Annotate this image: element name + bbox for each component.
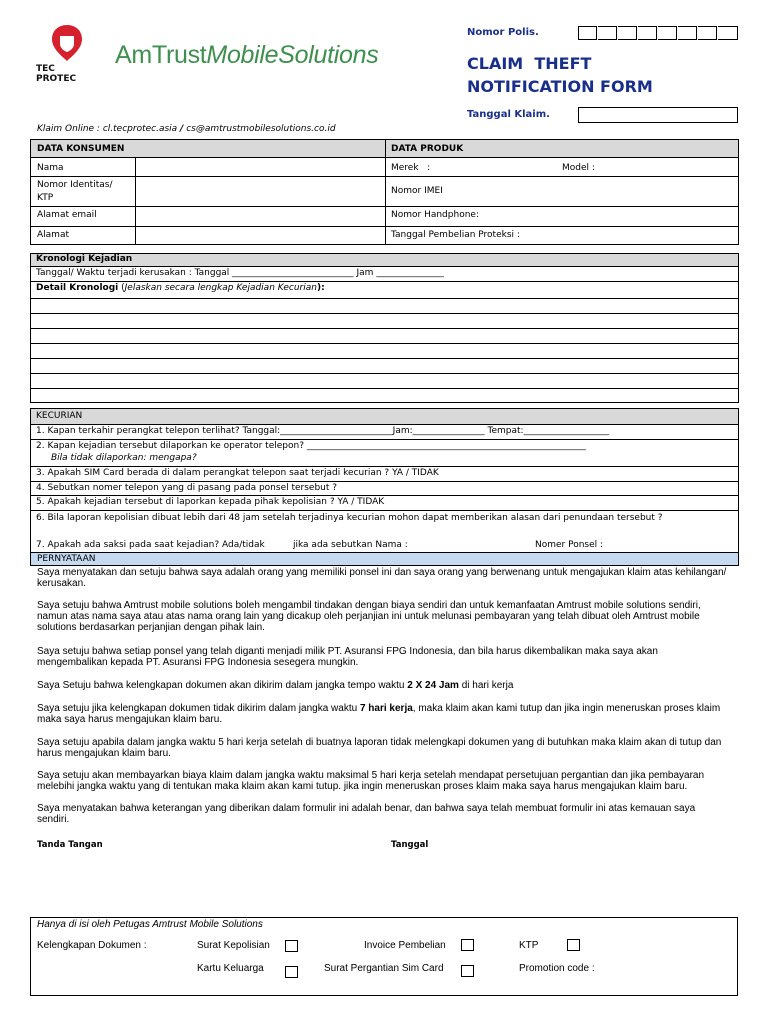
- surat-kepolisian-checkbox[interactable]: [285, 940, 298, 952]
- brand-amtrust: AmTrust: [115, 41, 207, 69]
- nomor-identitas-input[interactable]: [137, 177, 384, 205]
- nama-label: Nama: [37, 163, 64, 173]
- ktp-checkbox[interactable]: [567, 939, 580, 951]
- invoice-label: Invoice Pembelian: [364, 940, 446, 951]
- ktp-label: KTP: [519, 940, 539, 951]
- nomor-imei-label: Nomor IMEI: [391, 186, 443, 196]
- kecurian-q2[interactable]: 2. Kapan kejadian tersebut dilaporkan ke operator telepon? ______________________________________________________________: [36, 441, 586, 451]
- kecurian-q6[interactable]: 6. Bila laporan kepolisian dibuat lebih dari 48 jam setelah terjadinya kecurian mohon dapat memberikan alasan dari penundaan tersebut ?: [36, 513, 663, 523]
- title-line-2: NOTIFICATION FORM: [467, 77, 653, 96]
- promotion-code-label: Promotion code :: [519, 963, 595, 974]
- online-claim-line: [37, 124, 336, 134]
- office-use-box: [30, 917, 738, 996]
- pernyataan-p3: Saya setuju bahwa setiap ponsel yang telah diganti menjadi milik PT. Asuransi FPG Indonesia, dan bila harus dikembalikan maka saya akan mengembalikan kepada PT. Asuransi FPG Indonesia sesegera mungkin.: [37, 646, 658, 668]
- form-title: [467, 52, 653, 98]
- detail-kronologi-lines[interactable]: [31, 299, 738, 402]
- signature-area[interactable]: [37, 854, 357, 909]
- tanggal-klaim-label: Tanggal Klaim.: [467, 109, 550, 120]
- kartu-keluarga-checkbox[interactable]: [285, 966, 298, 978]
- kronologi-header: Kronologi Kejadian: [36, 254, 133, 264]
- kecurian-q7-saksi[interactable]: 7. Apakah ada saksi pada saat kejadian? Ada/tidak: [36, 540, 265, 550]
- kecurian-q1[interactable]: 1. Kapan terkahir perangkat telepon terlihat? Tanggal:_________________________Jam:________________ Tempat:___________________: [36, 426, 610, 436]
- kecurian-q5[interactable]: 5. Apakah kejadian tersebut di laporkan kepada pihak kepolisian ? YA / TIDAK: [36, 497, 385, 507]
- kronologi-tanggal-line[interactable]: Tanggal/ Waktu terjadi kerusakan : Tanggal ___________________________ Jam _______________: [36, 268, 444, 278]
- surat-pergantian-label: Surat Pergantian Sim Card: [324, 963, 444, 974]
- kelengkapan-label: Kelengkapan Dokumen :: [37, 940, 147, 951]
- kecurian-q4[interactable]: 4. Sebutkan nomer telepon yang di pasang pada ponsel tersebut ?: [36, 483, 338, 493]
- alamat-email-label: Alamat email: [37, 210, 97, 220]
- kecurian-q7-nama[interactable]: jika ada sebutkan Nama :: [293, 540, 408, 550]
- pernyataan-p7: Saya setuju akan membayarkan biaya klaim dalam jangka waktu maksimal 5 hari kerja setelah mendapat persetujuan pergantian dan jika pembayaran melebihi jangka waktu yang di tentukan maka klaim akan kami tutup. jika ingin meneruskan proses klaim maka saya harus mengajukan klaim baru.: [37, 770, 705, 792]
- nomor-identitas-label-2: KTP: [37, 193, 54, 203]
- kecurian-q2-note: Bila tidak dilaporkan: mengapa?: [51, 453, 197, 463]
- pernyataan-p4: [37, 680, 729, 691]
- kartu-keluarga-label: Kartu Keluarga: [197, 963, 264, 974]
- surat-pergantian-checkbox[interactable]: [461, 965, 474, 977]
- data-konsumen-header: DATA KONSUMEN: [37, 144, 125, 154]
- logo-text-tec: TEC: [36, 64, 55, 74]
- surat-kepolisian-label: Surat Kepolisian: [197, 940, 270, 951]
- pernyataan-p5: [37, 703, 729, 725]
- invoice-checkbox[interactable]: [461, 939, 474, 951]
- alamat-email-input[interactable]: [137, 207, 384, 225]
- detail-paren-open: (: [118, 283, 125, 293]
- nomor-polis-label: Nomor Polis.: [467, 27, 539, 38]
- kecurian-header-bar: [31, 409, 738, 424]
- detail-kronologi-label: [36, 283, 325, 293]
- pernyataan-p8: Saya menyatakan bahwa keterangan yang diberikan dalam formulir ini adalah benar, dan bahwa saya telah membuat formulir ini atas kemauan saya sendiri.: [37, 803, 696, 825]
- merek-label: Merek :: [391, 163, 431, 173]
- detail-paren-close: ):: [316, 283, 325, 293]
- p4-b: 2 X 24 Jam: [407, 680, 459, 691]
- online-separator: /: [180, 124, 184, 134]
- logo-text-protec: PROTEC: [36, 74, 77, 84]
- tanggal-klaim-input[interactable]: [578, 107, 738, 123]
- p5-b: 7 hari kerja: [359, 703, 413, 714]
- signature-date-area[interactable]: [391, 854, 731, 909]
- kecurian-header: KECURIAN: [36, 411, 83, 421]
- p4-c: di hari kerja: [458, 680, 514, 691]
- pernyataan-header: PERNYATAAN: [37, 554, 96, 564]
- promotion-code-input[interactable]: [601, 961, 731, 977]
- p5-a: Saya setuju jika kelengkapan dokumen tidak dikirim dalam jangka waktu: [37, 703, 360, 714]
- kecurian-q7-ponsel[interactable]: Nomer Ponsel :: [535, 540, 604, 550]
- kronologi-section: [30, 253, 739, 403]
- nama-input[interactable]: [137, 159, 384, 175]
- pernyataan-p2: Saya setuju bahwa Amtrust mobile solutions boleh mengambil tindakan dengan biaya sendiri dan untuk kemanfaatan Amtrust mobile solutions sendiri, namun atas nama saya atau atas nama orang lain yang dicakup oleh perjanjian ini untuk melunasi pembayaran yang telah dibuat oleh Amtrust mobile solutions berdasarkan perjanjian dengan pihak lain.: [37, 600, 701, 633]
- alamat-label: Alamat: [37, 230, 69, 240]
- kronologi-header-bar: [31, 254, 738, 266]
- data-produk-header: DATA PRODUK: [391, 144, 464, 154]
- online-email[interactable]: cs@amtrustmobilesolutions.co.id: [186, 124, 336, 134]
- pernyataan-p6: Saya setuju apabila dalam jangka waktu 5 hari kerja setelah di buatnya laporan tidak melengkapi dokumen yang di butuhkan maka klaim akan di tutup dan harus mengajukan klaim baru.: [37, 737, 722, 759]
- alamat-input[interactable]: [137, 227, 384, 245]
- tecprotec-shield-icon: [50, 24, 84, 62]
- nomor-polis-input[interactable]: [578, 0, 738, 42]
- p4-a: Saya Setuju bahwa kelengkapan dokumen akan dikirim dalam jangka tempo waktu: [37, 680, 408, 691]
- brand-mobile-solutions: MobileSolutions: [206, 41, 379, 69]
- tanda-tangan-label: Tanda Tangan: [37, 840, 103, 850]
- amtrust-brand: [115, 41, 378, 70]
- tanggal-label: Tanggal: [391, 840, 429, 850]
- pernyataan-p1: Saya menyatakan dan setuju bahwa saya adalah orang yang memiliki ponsel ini dan saya orang yang berwenang untuk mengajukan klaim atas kehilangan/ kerusakan.: [37, 567, 727, 589]
- nomor-identitas-label-1: Nomor Identitas/: [37, 180, 113, 190]
- office-note: Hanya di isi oleh Petugas Amtrust Mobile Solutions: [37, 919, 263, 930]
- title-line-1: CLAIM THEFT: [467, 54, 592, 73]
- pernyataan-header-bar: [30, 552, 739, 566]
- online-url[interactable]: Klaim Online : cl.tecprotec.asia: [37, 124, 178, 134]
- kecurian-section: [30, 408, 739, 553]
- nomor-handphone-label: Nomor Handphone:: [391, 210, 479, 220]
- detail-kronologi-bold: Detail Kronologi: [36, 283, 119, 293]
- p5-c: , maka klaim akan kami tutup dan jika ingin meneruskan proses klaim maka saya harus mengajukan klaim baru.: [37, 703, 721, 725]
- data-table: [30, 139, 739, 245]
- tecprotec-logo: [36, 24, 96, 90]
- tanggal-pembelian-label: Tanggal Pembelian Proteksi :: [391, 230, 520, 240]
- detail-kronologi-italic: Jelaskan secara lengkap Kejadian Kecurian: [124, 283, 317, 293]
- kecurian-q3[interactable]: 3. Apakah SIM Card berada di dalam perangkat telepon saat terjadi kecurian ? YA / TIDAK: [36, 468, 439, 478]
- model-label: Model :: [562, 163, 595, 173]
